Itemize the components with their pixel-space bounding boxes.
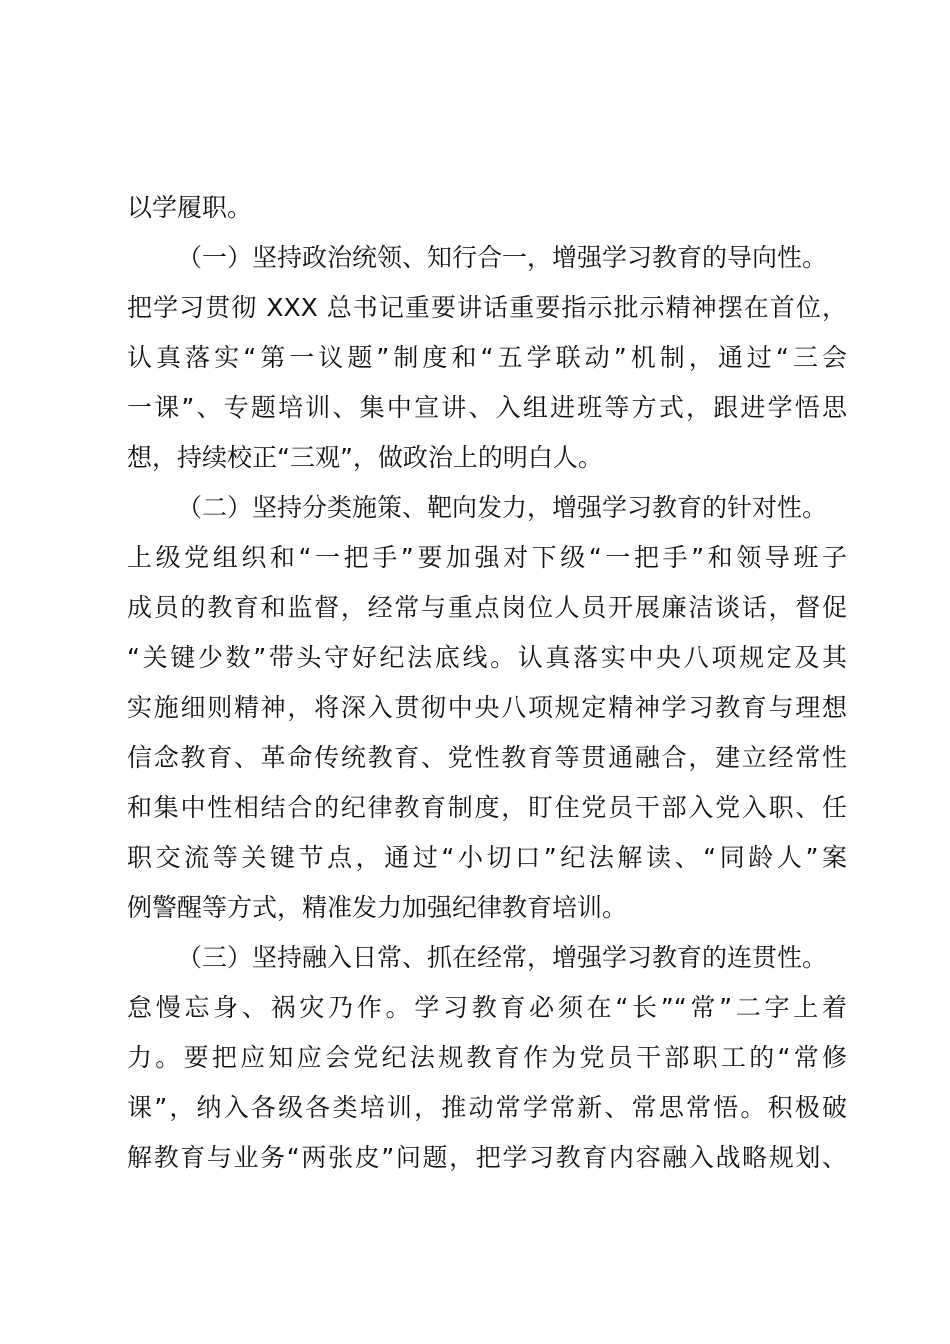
- text-line: 认真落实“第一议题”制度和“五学联动”机制，通过“三会: [127, 343, 847, 372]
- text-line: 课”，纳入各级各类培训，推动常学常新、常思常悟。积极破: [127, 1093, 847, 1122]
- text-line: 把学习贯彻 XXX 总书记重要讲话重要指示批示精神摆在首位，: [127, 293, 847, 322]
- text-line: 和集中性相结合的纪律教育制度，盯住党员干部入党入职、任: [127, 793, 847, 822]
- section-heading-1: （一）坚持政治统领、知行合一，增强学习教育的导向性。: [177, 243, 828, 272]
- section-heading-3: （三）坚持融入日常、抓在经常，增强学习教育的连贯性。: [177, 943, 828, 972]
- document-body: [127, 183, 847, 1183]
- text-line: 一课”、专题培训、集中宣讲、入组进班等方式，跟进学悟思: [127, 393, 847, 422]
- text-line: 以学履职。: [127, 193, 253, 222]
- text-line: 力。要把应知应会党纪法规教育作为党员干部职工的“常修: [127, 1043, 847, 1072]
- section-heading-2: （二）坚持分类施策、靶向发力，增强学习教育的针对性。: [177, 493, 828, 522]
- text-line: 上级党组织和“一把手”要加强对下级“一把手”和领导班子: [127, 543, 847, 572]
- text-line: 解教育与业务“两张皮”问题，把学习教育内容融入战略规划、: [127, 1143, 847, 1172]
- text-line: 实施细则精神，将深入贯彻中央八项规定精神学习教育与理想: [127, 693, 847, 722]
- text-line: “关键少数”带头守好纪法底线。认真落实中央八项规定及其: [127, 643, 847, 672]
- text-line: 例警醒等方式，精准发力加强纪律教育培训。: [127, 893, 628, 922]
- text-line: 怠慢忘身、祸灾乃作。学习教育必须在“长”“常”二字上着: [127, 993, 847, 1022]
- text-line: 成员的教育和监督，经常与重点岗位人员开展廉洁谈话，督促: [127, 593, 847, 622]
- text-line: 职交流等关键节点，通过“小切口”纪法解读、“同龄人”案: [127, 843, 847, 872]
- text-line: 想，持续校正“三观”，做政治上的明白人。: [127, 443, 603, 472]
- text-line: 信念教育、革命传统教育、党性教育等贯通融合，建立经常性: [127, 743, 847, 772]
